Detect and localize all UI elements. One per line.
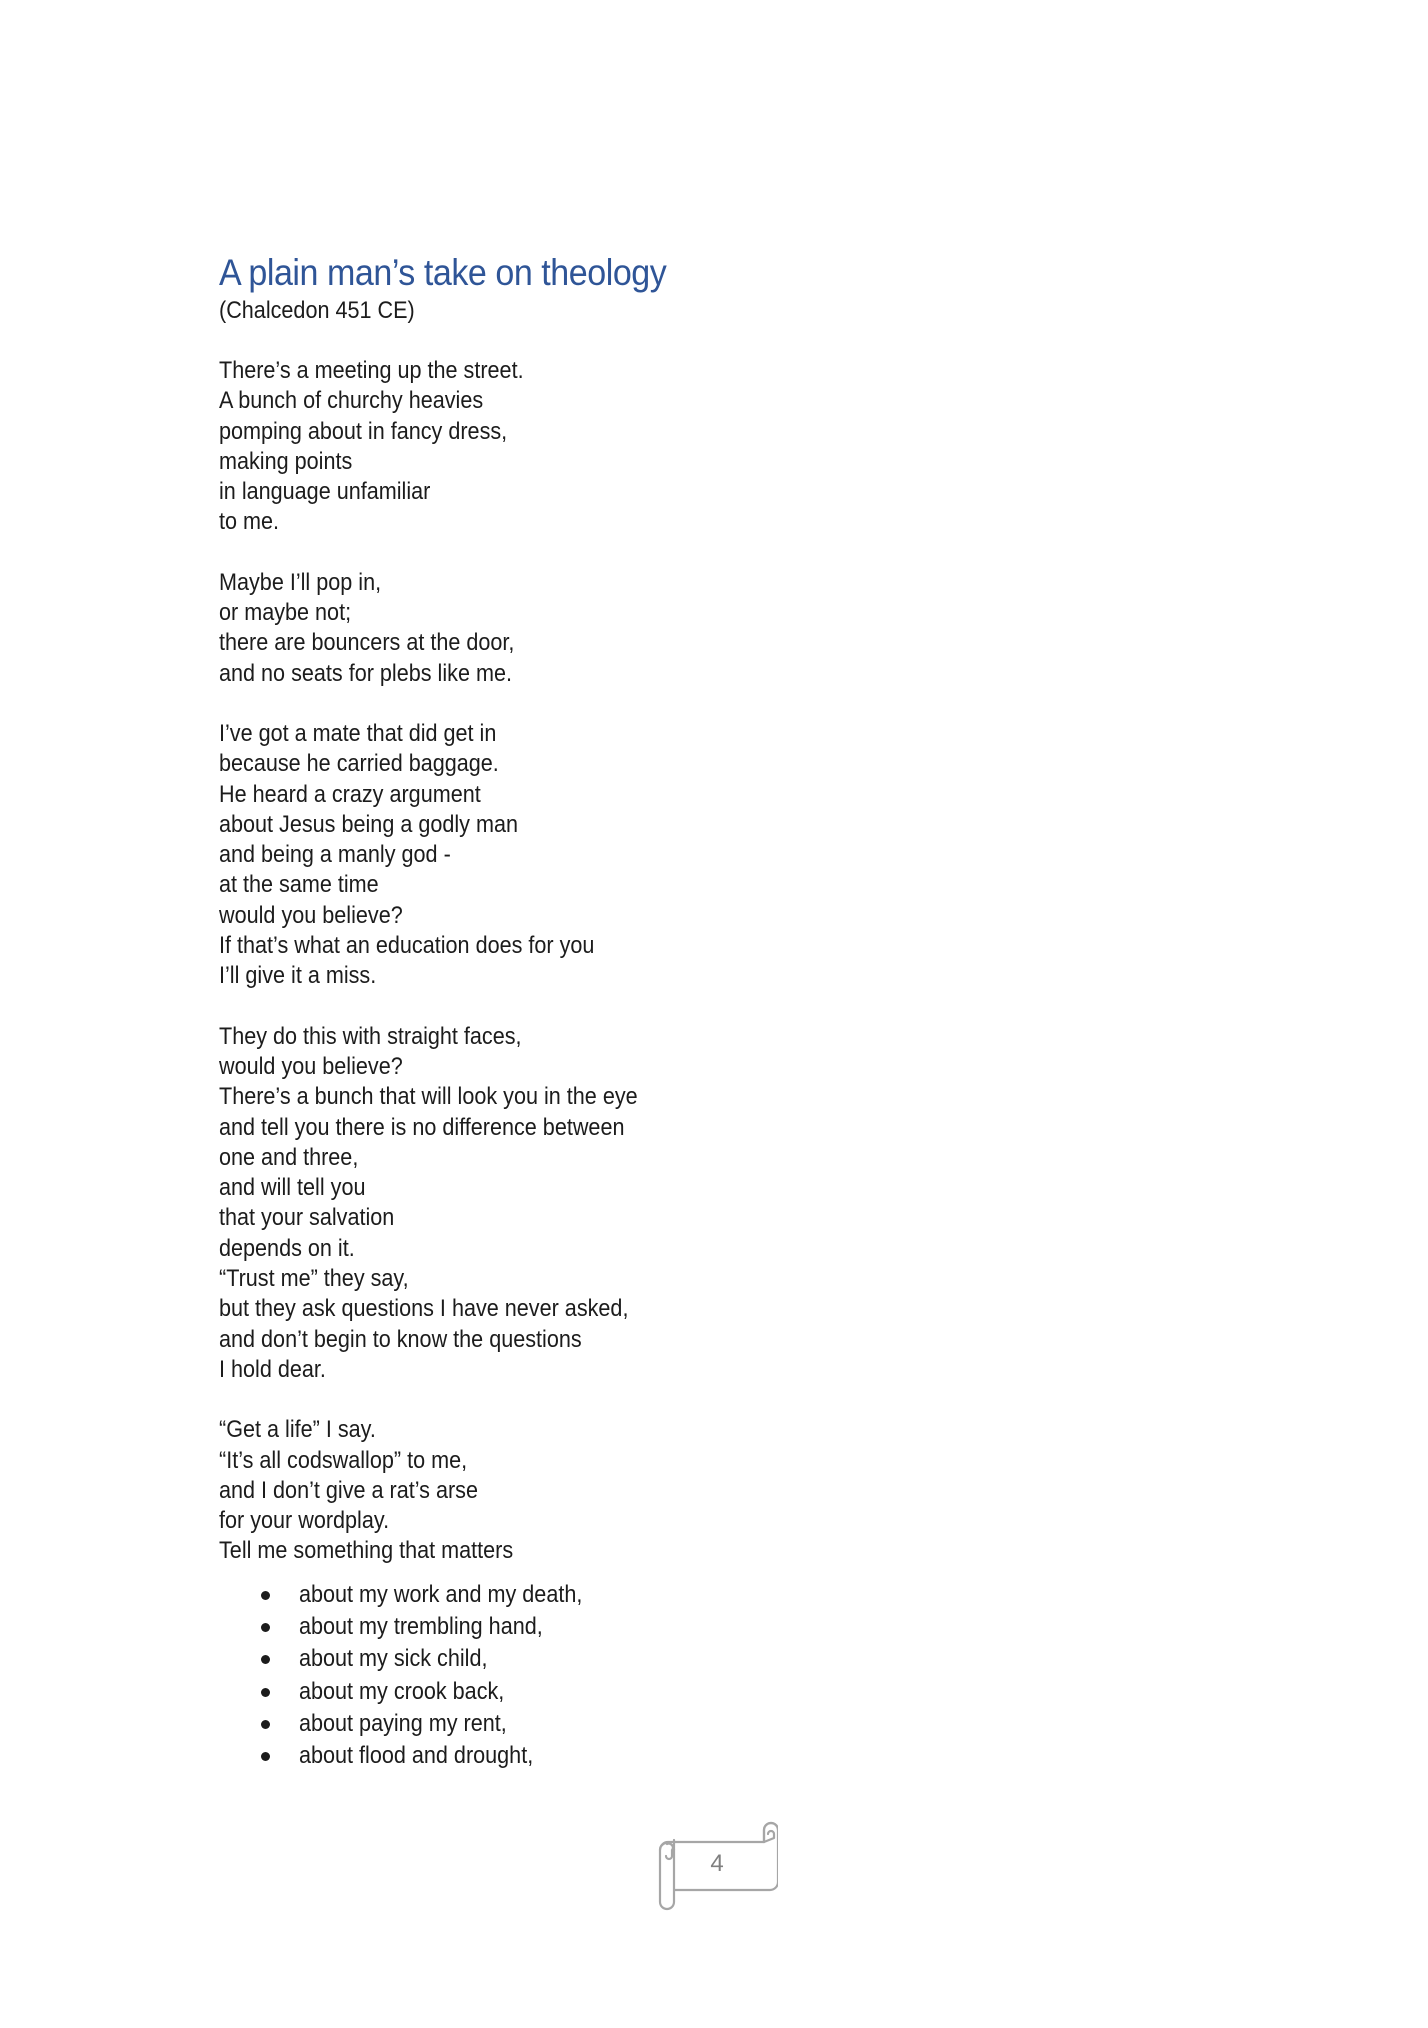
poem-line: “Trust me” they say,	[219, 1265, 409, 1293]
list-item-text: about my crook back,	[299, 1677, 505, 1705]
poem-subtitle: (Chalcedon 451 CE)	[219, 297, 415, 324]
list-item-text: about my trembling hand,	[299, 1612, 543, 1640]
list-item	[219, 1676, 1019, 1708]
list-item-text: about paying my rent,	[299, 1709, 507, 1737]
poem-line: that your salvation	[219, 1204, 395, 1232]
poem-line: There’s a meeting up the street.	[219, 357, 524, 384]
poem-line: or maybe not;	[219, 599, 352, 627]
poem-line: and will tell you	[219, 1174, 366, 1202]
list-item-text: about my sick child,	[299, 1645, 488, 1673]
bullet-icon	[261, 1655, 270, 1664]
poem-line: They do this with straight faces,	[219, 1022, 522, 1050]
poem-line: I’ve got a mate that did get in	[219, 719, 497, 747]
list-item	[219, 1740, 1019, 1772]
bullet-icon	[261, 1752, 270, 1761]
poem-line: pomping about in fancy dress,	[219, 417, 508, 445]
page-number-badge	[656, 1820, 778, 1912]
poem-line: would you believe?	[219, 1052, 403, 1080]
page-number: 4	[710, 1850, 724, 1877]
poem-line: but they ask questions I have never asked,	[219, 1295, 629, 1323]
bullet-icon	[261, 1720, 270, 1729]
list-item	[219, 1643, 1019, 1675]
poem-line: one and three,	[219, 1143, 359, 1171]
poem-line: and tell you there is no difference between	[219, 1113, 625, 1141]
poem-line: at the same time	[219, 871, 379, 899]
poem-title: A plain man’s take on theology	[219, 252, 667, 293]
poem-line: Tell me something that matters	[219, 1537, 514, 1565]
poem-line: and I don’t give a rat’s arse	[219, 1476, 478, 1504]
bullet-icon	[261, 1688, 270, 1697]
stanza	[219, 719, 1019, 992]
poem-line: making points	[219, 447, 353, 475]
poem-line: A bunch of churchy heavies	[219, 387, 484, 415]
list-item	[219, 1708, 1019, 1740]
stanza	[219, 1022, 1019, 1386]
list-item-text: about flood and drought,	[299, 1742, 534, 1770]
poem-line: about Jesus being a godly man	[219, 810, 519, 838]
poem-line: and being a manly god -	[219, 841, 451, 869]
poem-line: and no seats for plebs like me.	[219, 659, 512, 687]
poem-line: Maybe I’ll pop in,	[219, 568, 382, 596]
list-item	[219, 1611, 1019, 1643]
poem-line: I’ll give it a miss.	[219, 962, 377, 990]
poem-line: “It’s all codswallop” to me,	[219, 1446, 468, 1474]
poem-line: and don’t begin to know the questions	[219, 1325, 582, 1353]
list-item-text: about my work and my death,	[299, 1580, 583, 1608]
poem-line: There’s a bunch that will look you in the eye	[219, 1083, 638, 1111]
poem-line: in language unfamiliar	[219, 478, 431, 506]
stanza	[219, 568, 1019, 689]
poem-line: I hold dear.	[219, 1355, 326, 1383]
stanza	[219, 1415, 1019, 1566]
poem-line: for your wordplay.	[219, 1507, 390, 1535]
poem-line: He heard a crazy argument	[219, 780, 481, 808]
poem-line: there are bouncers at the door,	[219, 629, 515, 657]
poem-content	[219, 250, 1019, 1772]
poem-line: “Get a life” I say.	[219, 1416, 376, 1444]
poem-line: If that’s what an education does for you	[219, 932, 595, 960]
poem-line: would you believe?	[219, 901, 403, 929]
poem-line: because he carried baggage.	[219, 750, 499, 778]
poem-line: to me.	[219, 508, 280, 536]
bullet-icon	[261, 1623, 270, 1632]
stanza	[219, 356, 1019, 538]
bullet-list	[219, 1579, 1019, 1773]
bullet-icon	[261, 1591, 270, 1600]
list-item	[219, 1579, 1019, 1611]
poem-line: depends on it.	[219, 1234, 355, 1262]
